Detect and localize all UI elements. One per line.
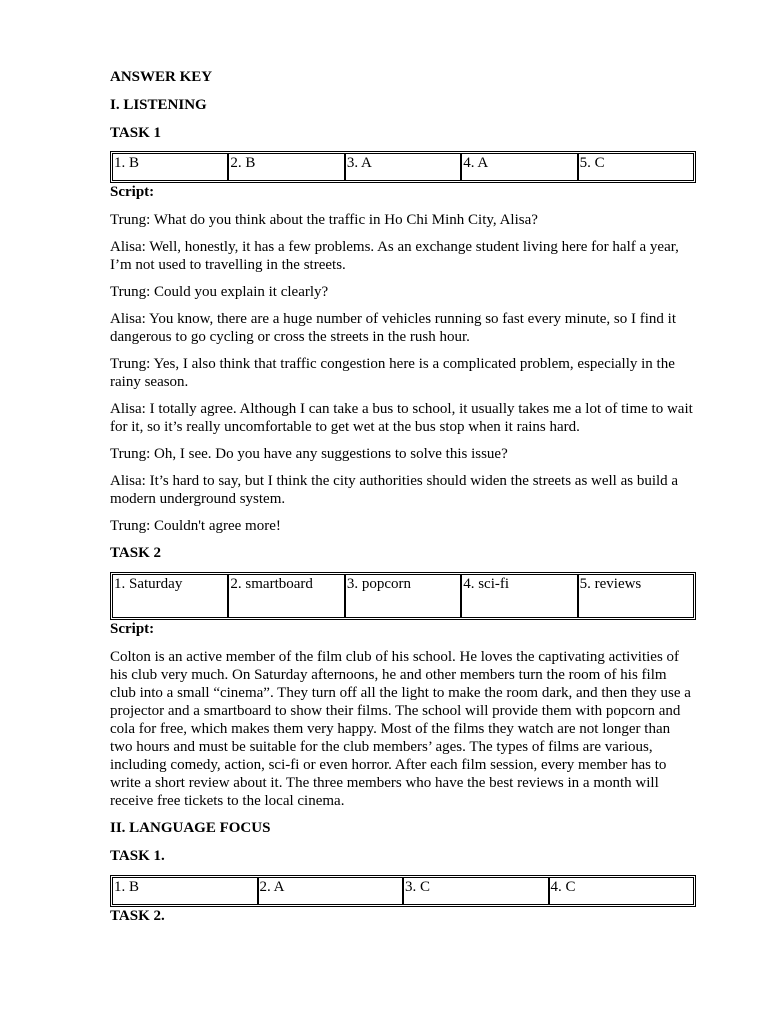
task2-script: Colton is an active member of the film club of his school. He loves the captivating activities of his club very much. On Saturday afternoons, he and other members turn the room of his film club into a small “cinema”. They turn off all the light to make the room dark, and then they use a projector and a smartboard to show their films. The school will provide them with popcorn and cola for free, which makes them very happy. Most of the films they watch are not longer than two hours and must be suitable for the club members’ ages. The types of films are various, including comedy, action, sci-fi or even horror. After each film session, every member has to write a short review about it. The three members who have the best reviews in a month will receive free tickets to the local cinema. (110, 649, 691, 809)
task2-answer-table (110, 572, 696, 620)
answer-cell: 3. C (402, 878, 548, 904)
answer-cell: 5. reviews (577, 575, 693, 617)
task1-heading: TASK 1 (110, 125, 161, 141)
answer-cell: 2. smartboard (227, 575, 343, 617)
answer-cell: 2. B (227, 154, 343, 180)
script-line: Alisa: It’s hard to say, but I think the city authorities should widen the streets as well as build a modern underground system. (110, 473, 679, 507)
task1-answer-table (110, 151, 696, 183)
answer-cell: 5. C (577, 154, 693, 180)
answer-cell: 1. B (114, 155, 140, 171)
script-line: Trung: What do you think about the traffic in Ho Chi Minh City, Alisa? (110, 212, 538, 228)
answer-cell: 1. Saturday (114, 576, 183, 592)
answer-cell: 3. A (344, 154, 460, 180)
answer-cell: 3. popcorn (344, 575, 460, 617)
script-line: Trung: Could you explain it clearly? (110, 284, 329, 300)
answer-cell: 2. A (257, 878, 403, 904)
script-line: Alisa: You know, there are a huge number of vehicles running so fast every minute, so I find it dangerous to go cycling or cross the streets in the rush hour. (110, 311, 676, 345)
answer-cell: 4. C (548, 878, 694, 904)
section-language-focus-heading: II. LANGUAGE FOCUS (110, 820, 271, 836)
doc-title: ANSWER KEY (110, 69, 213, 85)
script-line: Trung: Yes, I also think that traffic congestion here is a complicated problem, especially in the rainy season. (110, 356, 675, 390)
lf-task1-heading: TASK 1. (110, 848, 165, 864)
script-line: Alisa: I totally agree. Although I can take a bus to school, it usually takes me a lot of time to wait for it, so it’s really uncomfortable to get wet at the bus stop when it rains hard. (110, 401, 693, 435)
document-content (110, 68, 696, 935)
script-label: Script: (110, 621, 155, 637)
lf-task1-answer-table (110, 875, 696, 907)
section-listening-heading: I. LISTENING (110, 97, 207, 113)
answer-cell: 1. B (114, 879, 140, 895)
script-line: Alisa: Well, honestly, it has a few problems. As an exchange student living here for half a year, I’m not used to travelling in the streets. (110, 239, 679, 273)
script-line: Trung: Oh, I see. Do you have any suggestions to solve this issue? (110, 446, 508, 462)
script-label: Script: (110, 184, 155, 200)
answer-cell: 4. sci-fi (460, 575, 576, 617)
script-line: Trung: Couldn't agree more! (110, 518, 281, 534)
answer-cell: 4. A (460, 154, 576, 180)
task2-heading: TASK 2 (110, 545, 161, 561)
lf-task2-heading: TASK 2. (110, 908, 165, 924)
